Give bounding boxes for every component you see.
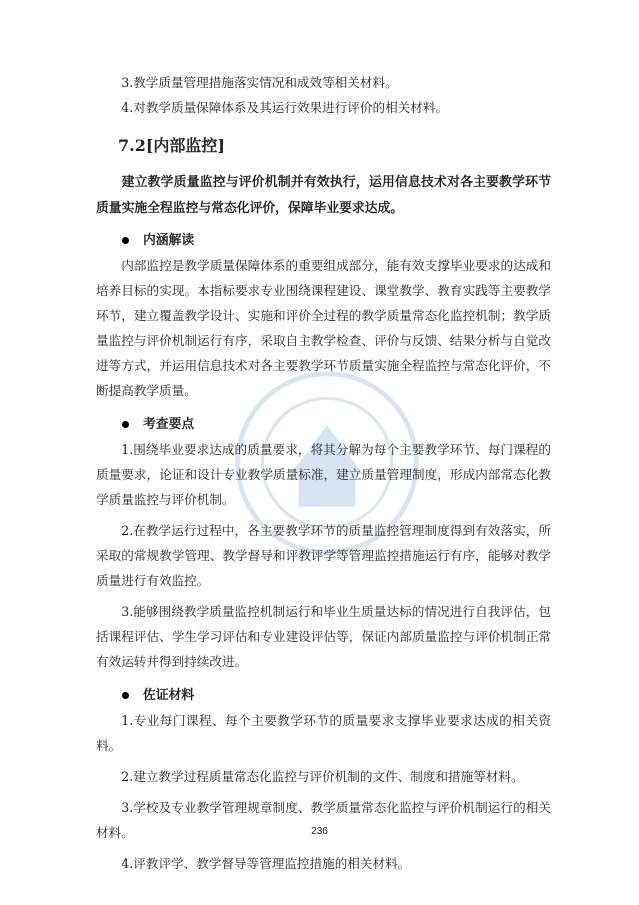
material-item: 4.对教学质量保障体系及其运行效果进行评价的相关材料。 <box>121 100 449 115</box>
bullet-icon <box>122 237 129 244</box>
subhead-neihan <box>122 228 551 253</box>
kaocha-item: 2.在教学运行过程中，各主要教学环节的质量监控管理制度得到有效落实，所采取的常规教学管理、教学督导和评教评学等管理监控措施运行有序，能够对教学质量进行有效监控。 <box>96 523 551 588</box>
zuozheng-item: 2.建立教学过程质量常态化监控与评价机制的文件、制度和措施等材料。 <box>121 769 524 784</box>
page-content <box>96 70 551 876</box>
bullet-icon <box>122 692 129 699</box>
kaocha-item: 1.围绕毕业要求达成的质量要求，将其分解为每个主要教学环节、每门课程的质量要求，论证和设计专业教学质量标准，建立质量管理制度，形成内部常态化教学质量监控与评价机制。 <box>96 442 551 507</box>
section-requirement: 建立教学质量监控与评价机制并有效执行，运用信息技术对各主要教学环节质量实施全程监控与常态化评价，保障毕业要求达成。 <box>96 175 551 216</box>
subhead-zuozheng <box>122 683 551 708</box>
subhead-kaocha <box>122 412 551 437</box>
zuozheng-item: 1.专业每门课程、每个主要教学环节的质量要求支撑毕业要求达成的相关资料。 <box>96 713 551 753</box>
bullet-icon <box>122 421 129 428</box>
kaocha-item: 3.能够围绕教学质量监控机制运行和毕业生质量达标的情况进行自我评估，包括课程评估、学生学习评估和专业建设评估等，保证内部质量监控与评价机制正常有效运转并得到持续改进。 <box>96 604 551 669</box>
subhead-label: 考查要点 <box>143 417 195 432</box>
subhead-label: 佐证材料 <box>143 688 195 703</box>
neihan-text: 内部监控是教学质量保障体系的重要组成部分，能有效支撑毕业要求的达成和培养目标的实现。本指标要求专业围绕课程建设、课堂教学、教育实践等主要教学环节，建立覆盖教学设计、实施和评价全过程的教学质量常态化监控机制；教学质量监控与评价机制运行有序，采取自主教学检查、评价与反馈、结果分析与自觉改进等方式，并运用信息技术对各主要教学环节质量实施全程监控与常态化评价，不断提高教学质量。 <box>96 258 551 398</box>
zuozheng-item: 4.评教评学、教学督导等管理监控措施的相关材料。 <box>121 856 411 871</box>
section-title: 7.2[内部监控] <box>118 136 225 155</box>
zuozheng-item: 3.学校及专业教学管理规章制度、教学质量常态化监控与评价机制运行的相关材料。 <box>96 800 551 840</box>
material-item: 3.教学质量管理措施落实情况和成效等相关材料。 <box>121 75 398 90</box>
page-number: 236 <box>311 826 328 837</box>
subhead-label: 内涵解读 <box>143 233 195 248</box>
